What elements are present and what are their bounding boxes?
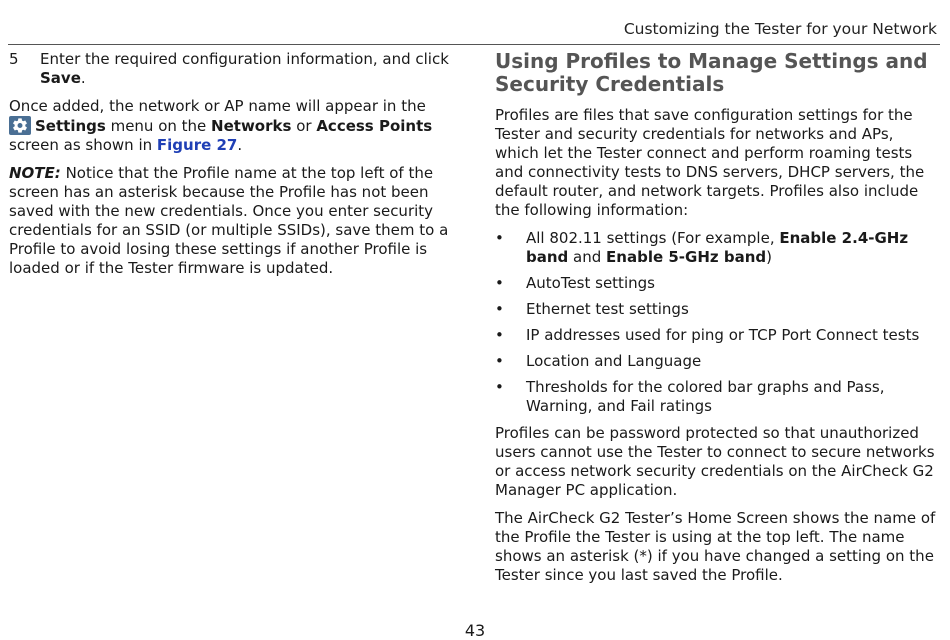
figure-27-link[interactable]: Figure 27 bbox=[156, 136, 238, 154]
home-screen-paragraph: The AirCheck G2 Tester’s Home Screen shows the name of the Profile the Tester is using at the top left. The name shows an asterisk (*) if you have changed a setting on the Tester since you last saved the Profile. bbox=[495, 509, 936, 584]
networks-label: Networks bbox=[211, 117, 292, 135]
settings-label: Settings bbox=[35, 117, 106, 135]
bullet: • bbox=[495, 326, 504, 344]
list-item: • Ethernet test settings bbox=[495, 300, 689, 318]
list-item: • Thresholds for the colored bar graphs and Pass, Warning, and Fail ratings bbox=[495, 378, 885, 415]
step-5 bbox=[9, 50, 459, 88]
section-heading: Using Profiles to Manage Settings and Security Credentials bbox=[495, 49, 928, 96]
step-number: 5 bbox=[9, 50, 19, 68]
gear-icon bbox=[9, 116, 31, 135]
note-paragraph: NOTE: Notice that the Profile name at the top left of the screen has an asterisk because the Profile has not been saved with the new credentials. Once you enter security credentials for an SSID (or multiple SSIDs), save them to a Profile to avoid losing these settings if another Profile is loaded or if the Tester firmware is updated. bbox=[9, 164, 449, 277]
running-header: Customizing the Tester for your Network bbox=[623, 20, 937, 38]
bullet: • bbox=[495, 378, 504, 396]
profiles-intro: Profiles are files that save configuration settings for the Tester and security credentials for networks and APs, which let the Tester connect and perform roaming tests and connectivity tests to DNS servers, DHCP servers, the default router, and network targets. Profiles also include the following information: bbox=[495, 106, 925, 219]
profile-contents-list bbox=[495, 229, 940, 416]
bullet: • bbox=[495, 229, 504, 247]
list-item: • AutoTest settings bbox=[495, 274, 655, 292]
left-column bbox=[9, 50, 459, 278]
access-points-label: Access Points bbox=[316, 117, 433, 135]
password-paragraph: Profiles can be password protected so that unauthorized users cannot use the Tester to connect to secure networks or access network security credentials on the AirCheck G2 Manager PC application. bbox=[495, 424, 935, 499]
list-item: • IP addresses used for ping or TCP Port Connect tests bbox=[495, 326, 920, 344]
added-paragraph: Once added, the network or AP name will appear in the Settings menu on the Networks or Access Points screen as shown in Figure 27. bbox=[9, 97, 433, 154]
right-column bbox=[495, 50, 940, 585]
save-label: Save bbox=[40, 69, 81, 87]
note-label: NOTE: bbox=[9, 164, 61, 182]
list-item: • All 802.11 settings (For example, Enable 2.4-GHz band and Enable 5-GHz band) bbox=[495, 229, 909, 266]
bullet: • bbox=[495, 352, 504, 370]
page-number: 43 bbox=[464, 621, 486, 640]
bullet: • bbox=[495, 300, 504, 318]
bullet: • bbox=[495, 274, 504, 292]
list-item: • Location and Language bbox=[495, 352, 702, 370]
step-text: Enter the required configuration information, and click Save. bbox=[40, 50, 449, 87]
header-rule bbox=[8, 44, 940, 45]
